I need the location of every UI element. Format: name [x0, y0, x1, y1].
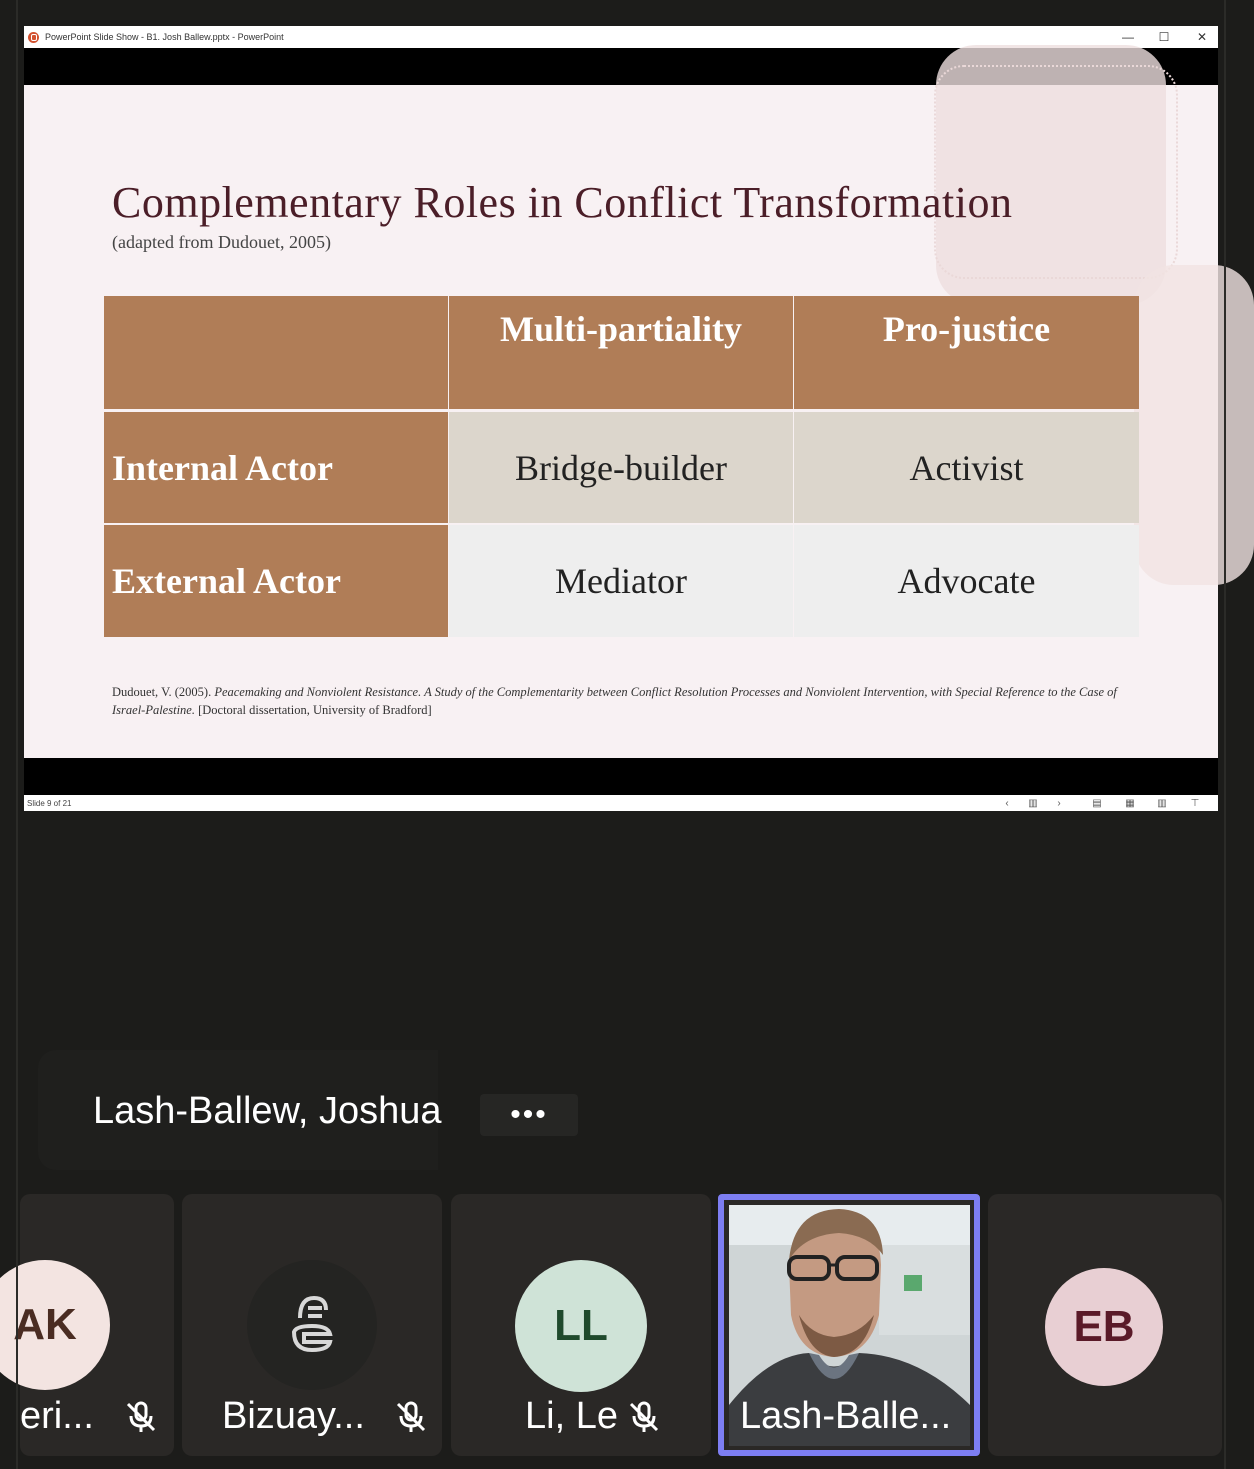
mic-muted-icon — [627, 1400, 661, 1434]
avatar: AK — [0, 1260, 110, 1390]
minimize-button[interactable]: — — [1122, 30, 1134, 44]
participant-tile[interactable] — [451, 1194, 711, 1456]
slide-subtitle: (adapted from Dudouet, 2005) — [112, 232, 331, 252]
citation-note: [Doctoral dissertation, University of Bradford] — [198, 703, 432, 717]
table-cell: Bridge-builder — [449, 412, 793, 523]
maximize-button[interactable]: ☐ — [1158, 30, 1170, 44]
slide-title: Complementary Roles in Conflict Transformation — [112, 178, 1013, 227]
avatar: LL — [515, 1260, 647, 1392]
participant-name: Li, Le — [525, 1395, 618, 1437]
slideshow-icon[interactable]: ⊤ — [1190, 797, 1200, 809]
presenter-name: Lash-Ballew, Joshua — [93, 1090, 442, 1132]
grid-view-icon[interactable]: ▦ — [1125, 797, 1135, 809]
participant-tile[interactable] — [182, 1194, 442, 1456]
citation-authors: Dudouet, V. (2005). — [112, 685, 212, 699]
slide-sorter-icon[interactable]: ▥ — [1028, 797, 1038, 809]
citation — [112, 683, 1142, 719]
slide-decoration-side — [1134, 265, 1254, 585]
more-options-button[interactable]: ••• — [480, 1094, 578, 1136]
table-cell: Activist — [794, 412, 1139, 523]
participant-name: eri... — [20, 1395, 94, 1437]
table-cell: Advocate — [794, 525, 1139, 637]
mic-muted-icon — [124, 1400, 158, 1434]
slide-decoration-dots — [934, 65, 1178, 279]
row-header: Internal Actor — [104, 412, 448, 523]
column-header: Pro-justice — [794, 296, 1139, 409]
participant-tile[interactable] — [988, 1194, 1222, 1456]
participant-tile[interactable] — [13, 1194, 174, 1456]
avatar — [247, 1260, 377, 1390]
participant-name: Lash-Balle... — [740, 1395, 952, 1437]
reading-view-icon[interactable]: ▥ — [1157, 797, 1167, 809]
slide — [24, 85, 1218, 758]
row-header: External Actor — [104, 525, 448, 637]
participant-name: Bizuay... — [222, 1395, 365, 1437]
next-icon[interactable]: › — [1057, 797, 1061, 809]
citation-title: Peacemaking and Nonviolent Resistance. A Study of the Complementarity between Conflict Resolution Processes and Nonviolent Intervention, with Special Reference to the Case of Israel-Palestine. — [112, 685, 1117, 717]
column-header: Multi-partiality — [449, 296, 793, 409]
prev-icon[interactable]: ‹ — [1005, 797, 1009, 809]
table-cell: Mediator — [449, 525, 793, 637]
slide-counter: Slide 9 of 21 — [27, 798, 72, 808]
slideshow-status-bar — [24, 795, 1218, 811]
window-title: PowerPoint Slide Show - B1. Josh Ballew.pptx - PowerPoint — [45, 32, 284, 42]
powerpoint-icon — [28, 32, 39, 43]
avatar: EB — [1045, 1268, 1163, 1386]
mic-muted-icon — [394, 1400, 428, 1434]
normal-view-icon[interactable]: ▤ — [1092, 797, 1102, 809]
close-button[interactable]: ✕ — [1196, 30, 1208, 44]
anonymous-user-icon — [282, 1290, 342, 1360]
table-corner-cell — [104, 296, 448, 409]
